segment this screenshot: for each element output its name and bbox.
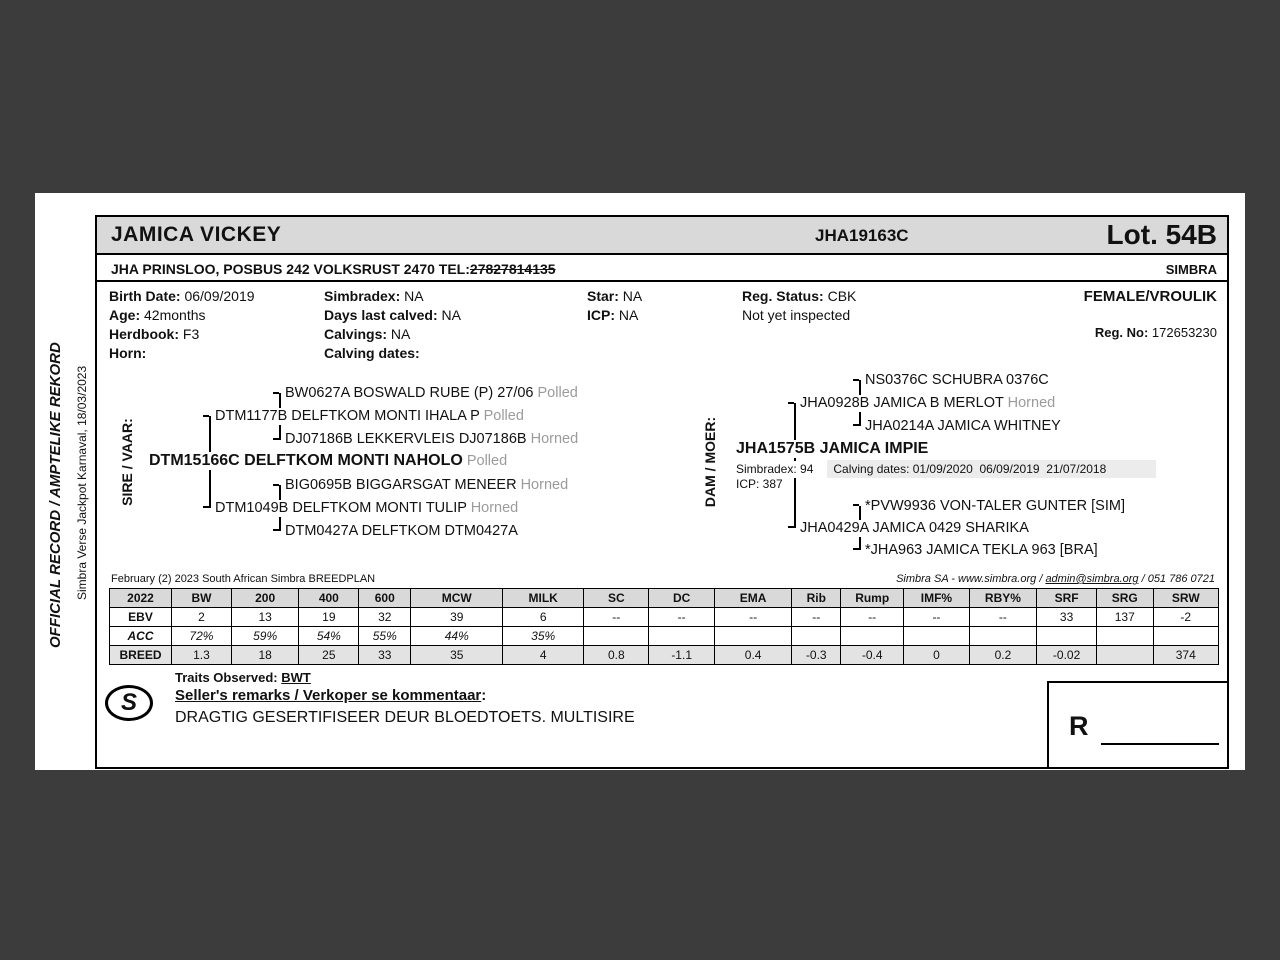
reg-status-value: CBK	[827, 288, 857, 304]
owner-bar	[97, 257, 1227, 282]
inspection-row: Not yet inspected	[742, 307, 851, 323]
bp-cell: 59%	[231, 627, 299, 646]
ped-dam-sd	[863, 418, 1063, 435]
dam-stats-row	[734, 461, 1158, 478]
pedigree-tick	[853, 504, 859, 506]
bp-cell: --	[904, 608, 969, 627]
bp-col-header: EMA	[714, 589, 792, 608]
owner-address	[111, 261, 556, 277]
bp-row-label: EBV	[110, 608, 172, 627]
horn-status: Horned	[470, 500, 519, 516]
bp-cell: 6	[503, 608, 584, 627]
bp-cell: --	[969, 608, 1037, 627]
star-label: Star:	[587, 288, 619, 304]
age-value: 42months	[144, 307, 206, 323]
bp-cell	[904, 627, 969, 646]
traits-label: Traits Observed:	[175, 670, 278, 685]
days-last-calved-value: NA	[441, 307, 461, 323]
animal-reg-id: JHA19163C	[815, 226, 909, 245]
bp-cell	[1037, 627, 1097, 646]
birth-date-label: Birth Date:	[109, 288, 181, 304]
ped-dam-ds	[863, 498, 1127, 515]
ped-sire-ss	[283, 385, 580, 402]
info-col-3	[587, 287, 642, 325]
bp-cell: -0.3	[792, 646, 841, 665]
bp-row-label: BREED	[110, 646, 172, 665]
price-blank-line	[1101, 743, 1219, 745]
dam-section-label: DAM / MOER:	[702, 416, 718, 508]
owner-text: JHA PRINSLOO, POSBUS 242 VOLKSRUST 2470 TEL:	[111, 261, 470, 277]
days-last-calved-row	[324, 306, 461, 325]
record-card	[95, 215, 1229, 769]
simbradex-label: Simbradex:	[324, 288, 401, 304]
bp-cell: 72%	[172, 627, 232, 646]
traits-observed-row	[175, 670, 311, 685]
bp-cell: 18	[231, 646, 299, 665]
bp-col-header: 400	[299, 589, 359, 608]
bp-cell: --	[714, 608, 792, 627]
bp-cell: --	[841, 608, 904, 627]
pedigree-tick	[203, 506, 209, 508]
horn-status: Horned	[530, 431, 579, 447]
dam-simbradex: Simbradex: 94	[736, 462, 814, 476]
calvings-value: NA	[390, 326, 411, 342]
pedigree-tick	[788, 526, 794, 528]
bp-col-header: DC	[649, 589, 714, 608]
icp-row	[587, 306, 642, 325]
ped-dam-s	[798, 395, 1057, 412]
pedigree-tick	[853, 548, 859, 550]
bp-col-header: IMF%	[904, 589, 969, 608]
animal-id-name: JHA0429A JAMICA 0429 SHARIKA	[800, 520, 1029, 536]
lot-number: Lot. 54B	[1106, 219, 1217, 250]
star-row	[587, 287, 642, 306]
bp-cell	[1097, 627, 1154, 646]
bp-cell: -1.1	[649, 646, 714, 665]
animal-name: JAMICA VICKEY	[111, 223, 282, 246]
animal-id-name: DTM1177B DELFTKOM MONTI IHALA P	[215, 408, 480, 424]
bp-cell: 137	[1097, 608, 1154, 627]
header-bar	[97, 217, 1227, 255]
animal-id-name: BIG0695B BIGGARSGAT MENEER	[285, 477, 517, 493]
bp-cell: 32	[359, 608, 411, 627]
birth-date-row	[109, 287, 255, 306]
bp-cell: 35	[411, 646, 503, 665]
breedplan-contact	[896, 573, 1215, 585]
breedplan-caption: February (2) 2023 South African Simbra BREEDPLAN	[111, 573, 376, 585]
info-col-2	[324, 287, 461, 363]
ped-dam-d	[798, 520, 1031, 537]
traits-value: BWT	[281, 670, 311, 685]
remarks-heading-text: Seller's remarks / Verkoper se kommentaar	[175, 687, 482, 704]
bp-cell: 33	[359, 646, 411, 665]
ped-sire-ds	[283, 477, 570, 494]
info-col-1	[109, 287, 255, 363]
herdbook-label: Herdbook:	[109, 326, 179, 342]
sex-label: FEMALE/VROULIK	[1083, 288, 1217, 305]
pedigree-tick	[788, 402, 794, 404]
bp-cell: -0.4	[841, 646, 904, 665]
pedigree-tick	[273, 484, 279, 486]
bp-col-header: SC	[584, 589, 649, 608]
owner-tel: 27827814135	[469, 261, 556, 277]
horn-label: Horn:	[109, 345, 147, 361]
herdbook-row	[109, 325, 255, 344]
reg-status-label: Reg. Status:	[742, 288, 824, 304]
bp-cell: 2	[172, 608, 232, 627]
bp-cell: -0.02	[1037, 646, 1097, 665]
ped-sire-sd	[283, 431, 580, 448]
bp-cell: 374	[1153, 646, 1218, 665]
reg-no-row	[1095, 325, 1217, 340]
price-box-line-top	[1047, 681, 1227, 683]
pedigree-tick	[853, 379, 859, 381]
calvings-label: Calvings:	[324, 326, 388, 342]
contact-suffix: / 051 786 0721	[1138, 573, 1215, 585]
dam-name: JHA1575B JAMICA IMPIE	[736, 440, 929, 457]
bp-cell: 54%	[299, 627, 359, 646]
bp-cell: 0.8	[584, 646, 649, 665]
pedigree-tick	[273, 529, 279, 531]
bp-col-header: BW	[172, 589, 232, 608]
bp-col-header: SRG	[1097, 589, 1154, 608]
days-last-calved-label: Days last calved:	[324, 307, 438, 323]
animal-id-name: JHA0928B JAMICA B MERLOT	[800, 395, 1004, 411]
bp-cell: 35%	[503, 627, 584, 646]
bp-cell	[584, 627, 649, 646]
contact-email-link: admin@simbra.org	[1045, 573, 1139, 585]
sire-name: DTM15166C DELFTKOM MONTI NAHOLO	[149, 452, 463, 469]
bp-col-header: Rib	[792, 589, 841, 608]
bp-cell: 1.3	[172, 646, 232, 665]
remarks-colon: :	[481, 687, 487, 704]
bp-col-header: 200	[231, 589, 299, 608]
ped-sire	[147, 452, 509, 470]
star-value: NA	[622, 288, 643, 304]
ped-sire-dd	[283, 523, 520, 540]
dam-icp-row: ICP: 387	[736, 477, 783, 491]
bp-col-header: SRF	[1037, 589, 1097, 608]
reg-no-label: Reg. No:	[1094, 325, 1149, 340]
bp-cell	[714, 627, 792, 646]
age-label: Age:	[109, 307, 141, 323]
animal-id-name: JHA0214A JAMICA WHITNEY	[865, 418, 1061, 434]
reg-status-row	[742, 287, 856, 306]
calvings-row	[324, 325, 461, 344]
bp-col-header: MILK	[503, 589, 584, 608]
remarks-text: DRAGTIG GESERTIFISEER DEUR BLOEDTOETS. MULTISIRE	[175, 709, 635, 726]
ped-sire-d	[213, 500, 520, 517]
simbradex-row	[324, 287, 461, 306]
pedigree-tick	[273, 438, 279, 440]
pedigree-tick	[273, 392, 279, 394]
animal-id-name: DTM0427A DELFTKOM DTM0427A	[285, 523, 518, 539]
ped-dam	[734, 440, 930, 458]
bp-cell	[792, 627, 841, 646]
currency-symbol: R	[1069, 711, 1089, 741]
remarks-heading	[175, 687, 486, 704]
age-row	[109, 306, 255, 325]
pedigree-tick	[203, 415, 209, 417]
animal-id-name: *PVW9936 VON-TALER GUNTER [SIM]	[865, 498, 1125, 514]
animal-id-name: *JHA963 JAMICA TEKLA 963 [BRA]	[865, 542, 1098, 558]
sire-section-label: SIRE / VAAR:	[119, 418, 135, 506]
bp-cell: 25	[299, 646, 359, 665]
bp-row-label: ACC	[110, 627, 172, 646]
bp-col-header: SRW	[1153, 589, 1218, 608]
society-logo: S	[105, 685, 153, 721]
breed-name: SIMBRA	[1165, 262, 1217, 277]
horn-status: Polled	[466, 453, 508, 469]
bp-cell: 13	[231, 608, 299, 627]
herdbook-value: F3	[182, 326, 200, 342]
bp-cell: --	[649, 608, 714, 627]
simbradex-value: NA	[404, 288, 424, 304]
bp-cell: 55%	[359, 627, 411, 646]
animal-id-name: DTM1049B DELFTKOM MONTI TULIP	[215, 500, 467, 516]
contact-prefix: Simbra SA - www.simbra.org /	[896, 573, 1046, 585]
bp-cell: 0.4	[714, 646, 792, 665]
bp-cell	[1097, 646, 1154, 665]
bp-col-header: 600	[359, 589, 411, 608]
pedigree-section	[97, 367, 1227, 573]
bp-cell: --	[792, 608, 841, 627]
bp-cell: --	[584, 608, 649, 627]
icp-value: NA	[618, 307, 639, 323]
record-card-paper	[35, 193, 1245, 770]
bp-cell: -2	[1153, 608, 1218, 627]
bp-col-header: RBY%	[969, 589, 1037, 608]
calving-dates-label: Calving dates:	[324, 345, 420, 361]
bp-cell	[1153, 627, 1218, 646]
bp-cell	[649, 627, 714, 646]
animal-id-name: BW0627A BOSWALD RUBE (P) 27/06	[285, 385, 534, 401]
price-box-line-left	[1047, 681, 1049, 767]
breedplan-table-wrap	[109, 588, 1219, 665]
icp-label: ICP:	[587, 307, 615, 323]
birth-date-value: 06/09/2019	[184, 288, 255, 304]
bp-col-header: MCW	[411, 589, 503, 608]
ped-dam-dd	[863, 542, 1100, 559]
bp-cell	[969, 627, 1037, 646]
dam-calving-dates: Calving dates: 01/09/2020 06/09/2019 21/07/2018	[827, 460, 1156, 478]
horn-status: Horned	[520, 477, 569, 493]
bp-cell: 4	[503, 646, 584, 665]
horn-status: Polled	[483, 408, 524, 424]
breedplan-table	[109, 588, 1219, 665]
bp-cell: 33	[1037, 608, 1097, 627]
reg-no-value: 172653230	[1151, 325, 1217, 340]
pedigree-tick	[853, 424, 859, 426]
horn-status: Polled	[537, 385, 578, 401]
animal-id-name: DJ07186B LEKKERVLEIS DJ07186B	[285, 431, 527, 447]
info-col-4	[742, 287, 856, 325]
side-label-event: Simbra Verse Jackpot Karnaval, 18/03/2023	[75, 365, 89, 601]
animal-id-name: NS0376C SCHUBRA 0376C	[865, 372, 1049, 388]
bp-cell: 0	[904, 646, 969, 665]
horn-status: Horned	[1007, 395, 1056, 411]
bp-cell	[841, 627, 904, 646]
bp-col-header: Rump	[841, 589, 904, 608]
horn-row	[109, 344, 255, 363]
side-label-official-record: OFFICIAL RECORD / AMPTELIKE REKORD	[47, 342, 64, 649]
bp-col-header: 2022	[110, 589, 172, 608]
ped-dam-ss	[863, 372, 1051, 389]
info-section	[97, 283, 1227, 373]
bp-cell: 0.2	[969, 646, 1037, 665]
bp-cell: 44%	[411, 627, 503, 646]
ped-sire-s	[213, 408, 526, 425]
bp-cell: 39	[411, 608, 503, 627]
bp-cell: 19	[299, 608, 359, 627]
calving-dates-row	[324, 344, 461, 363]
